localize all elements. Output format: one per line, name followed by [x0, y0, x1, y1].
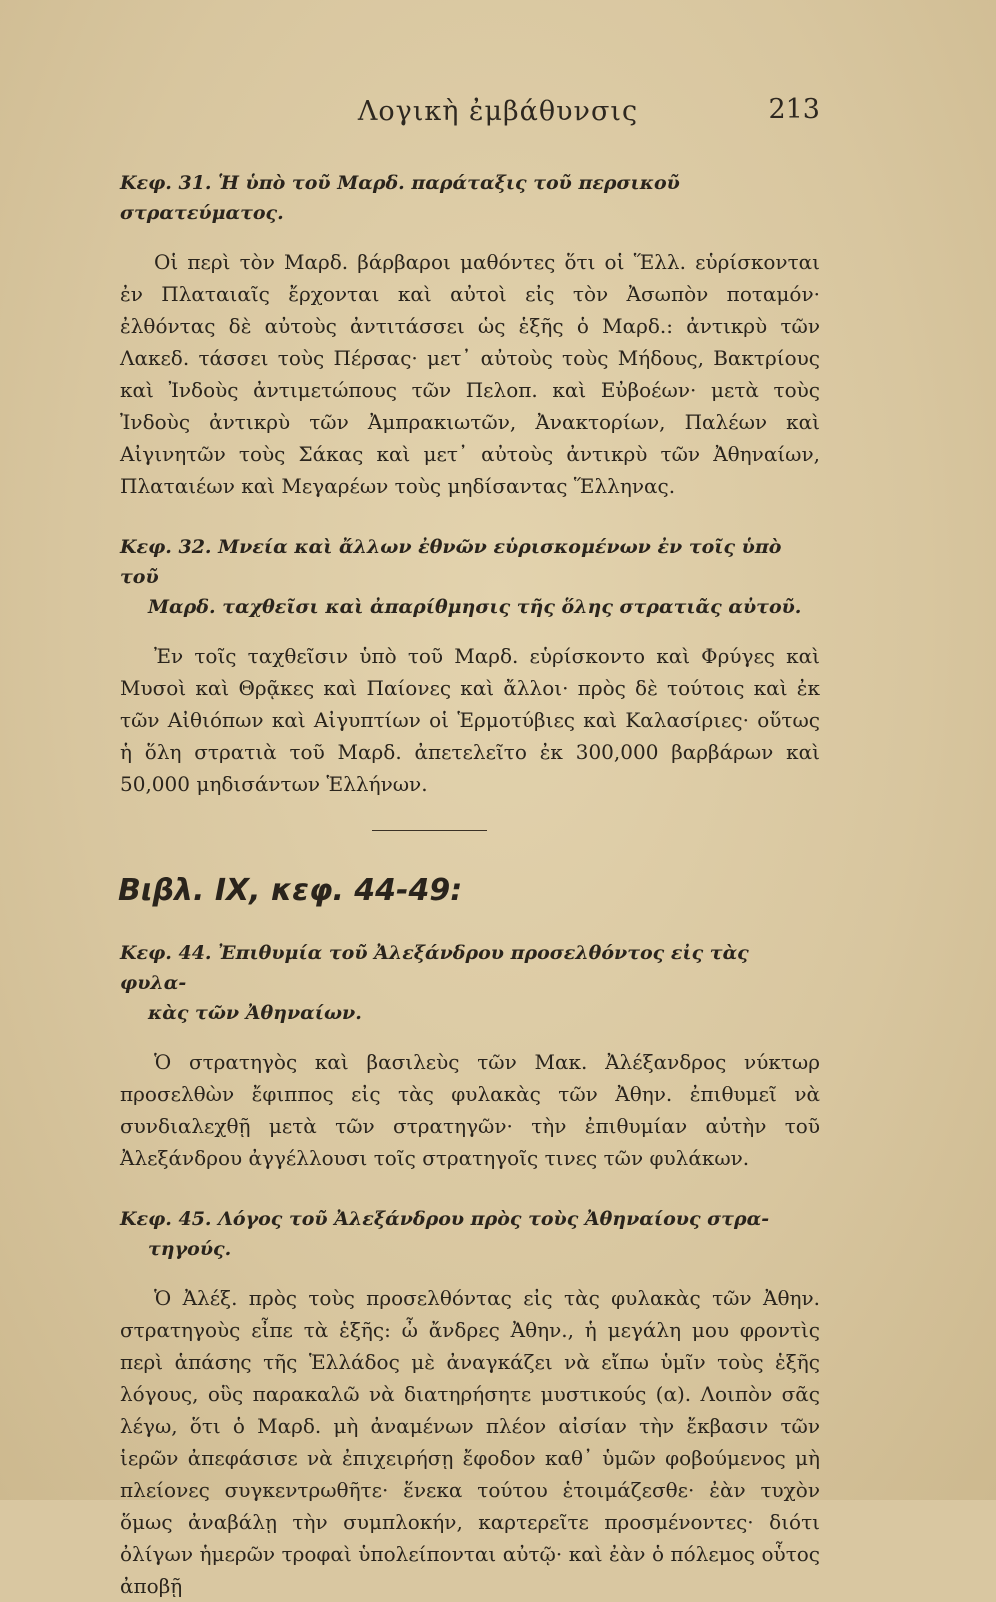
chapter-heading-line2: τηγούς.: [148, 1238, 232, 1260]
chapter-heading-line2: κὰς τῶν Ἀθηναίων.: [148, 1002, 362, 1024]
book-heading: Βιβλ. IX, κεφ. 44-49:: [118, 873, 463, 908]
chapter-31: [120, 168, 820, 502]
chapter-text: Ὁ Ἀλέξ. πρὸς τοὺς προσελθόντας εἰς τὰς φυλακὰς τῶν Ἀθην. στρατηγοὺς εἶπε τὰ ἑξῆς: ὦ ἄνδρες Ἀθην., ἡ μεγάλη μου φροντὶς περὶ ἁπάσης τῆς Ἑλλάδος μὲ ἀναγκάζει νὰ εἴπω ὑμῖν τοὺς ἑξῆς λόγους, οὓς παρακαλῶ νὰ διατηρήσητε μυστικούς (α). Λοιπὸν σᾶς λέγω, ὅτι ὁ Μαρδ. μὴ ἀναμένων πλέον αἰσίαν τὴν ἔκβασιν τῶν ἱερῶν ἀπεφάσισε νὰ ἐπιχειρήσῃ ἔφοδον καθ᾽ ὑμῶν φοβούμενος μὴ πλείονες συγκεντρωθῆτε· ἕνεκα τούτου ἑτοιμάζεσθε· ἐὰν τυχὸν ὅμως ἀναβάλῃ τὴν συμπλοκήν, καρτερεῖτε προσμένοντες· διότι ὀλίγων ἡμερῶν τροφαὶ ὑπολείπονται αὐτῷ· καὶ ἐὰν ὁ πόλεμος οὗτος ἀποβῇ: [120, 1286, 820, 1598]
chapter-heading-line1: Κεφ. 31. Ἡ ὑπὸ τοῦ Μαρδ. παράταξις τοῦ περσικοῦ στρατεύματος.: [120, 172, 680, 224]
chapter-heading: [120, 168, 820, 228]
chapter-heading: [120, 1204, 820, 1264]
chapter-heading-line1: Κεφ. 44. Ἐπιθυμία τοῦ Ἀλεξάνδρου προσελθόντος εἰς τὰς φυλα-: [120, 942, 749, 994]
chapter-44: [120, 938, 820, 1174]
section-divider: [372, 830, 487, 831]
running-head: Λογικὴ ἐμβάθυνσις: [357, 96, 639, 127]
page-content: [120, 168, 820, 1602]
chapter-text: Ὁ στρατηγὸς καὶ βασιλεὺς τῶν Μακ. Ἀλέξανδρος νύκτωρ προσελθὼν ἔφιππος εἰς τὰς φυλακὰς τῶν Ἀθην. ἐπιθυμεῖ νὰ συνδιαλεχθῇ μετὰ τῶν στρατηγῶν· τὴν ἐπιθυμίαν αὐτὴν τοῦ Ἀλεξάνδρου ἀγγέλλουσι τοῖς στρατηγοῖς τινες τῶν φυλάκων.: [120, 1050, 820, 1170]
chapter-text: Ἐν τοῖς ταχθεῖσιν ὑπὸ τοῦ Μαρδ. εὑρίσκοντο καὶ Φρύγες καὶ Μυσοὶ καὶ Θρᾷκες καὶ Παίονες καὶ ἄλλοι· πρὸς δὲ τούτοις καὶ ἐκ τῶν Αἰθιόπων καὶ Αἰγυπτίων οἱ Ἑρμοτύβιες καὶ Καλασίριες· οὕτως ἡ ὅλη στρατιὰ τοῦ Μαρδ. ἀπετελεῖτο ἐκ 300,000 βαρβάρων καὶ 50,000 μηδισάντων Ἑλλήνων.: [120, 644, 820, 796]
chapter-heading: [120, 938, 820, 1028]
chapter-heading-line1: Κεφ. 45. Λόγος τοῦ Ἀλεξάνδρου πρὸς τοὺς Ἀθηναίους στρα-: [120, 1208, 770, 1230]
page-number: 213: [768, 94, 820, 125]
chapter-heading-line2: Μαρδ. ταχθεῖσι καὶ ἀπαρίθμησις τῆς ὅλης στρατιᾶς αὐτοῦ.: [148, 596, 802, 618]
chapter-heading: [120, 532, 820, 622]
chapter-32: [120, 532, 820, 800]
chapter-heading-line1: Κεφ. 32. Μνεία καὶ ἄλλων ἐθνῶν εὑρισκομένων ἐν τοῖς ὑπὸ τοῦ: [120, 536, 782, 588]
chapter-text: Οἱ περὶ τὸν Μαρδ. βάρβαροι μαθόντες ὅτι οἱ Ἕλλ. εὑρίσκονται ἐν Πλαταιαῖς ἔρχονται καὶ αὐτοὶ εἰς τὸν Ἀσωπὸν ποταμόν· ἐλθόντας δὲ αὐτοὺς ἀντιτάσσει ὡς ἑξῆς ὁ Μαρδ.: ἀντικρὺ τῶν Λακεδ. τάσσει τοὺς Πέρσας· μετ᾽ αὐτοὺς τοὺς Μήδους, Βακτρίους καὶ Ἰνδοὺς ἀντιμετώπους τῶν Πελοπ. καὶ Εὐβοέων· μετὰ τοὺς Ἰνδοὺς ἀντικρὺ τῶν Ἀμπρακιωτῶν, Ἀνακτορίων, Παλέων καὶ Αἰγινητῶν τοὺς Σάκας καὶ μετ᾽ αὐτοὺς ἀντικρὺ τῶν Ἀθηναίων, Πλαταιέων καὶ Μεγαρέων τοὺς μηδίσαντας Ἕλληνας.: [120, 250, 820, 498]
chapter-45: [120, 1204, 820, 1602]
